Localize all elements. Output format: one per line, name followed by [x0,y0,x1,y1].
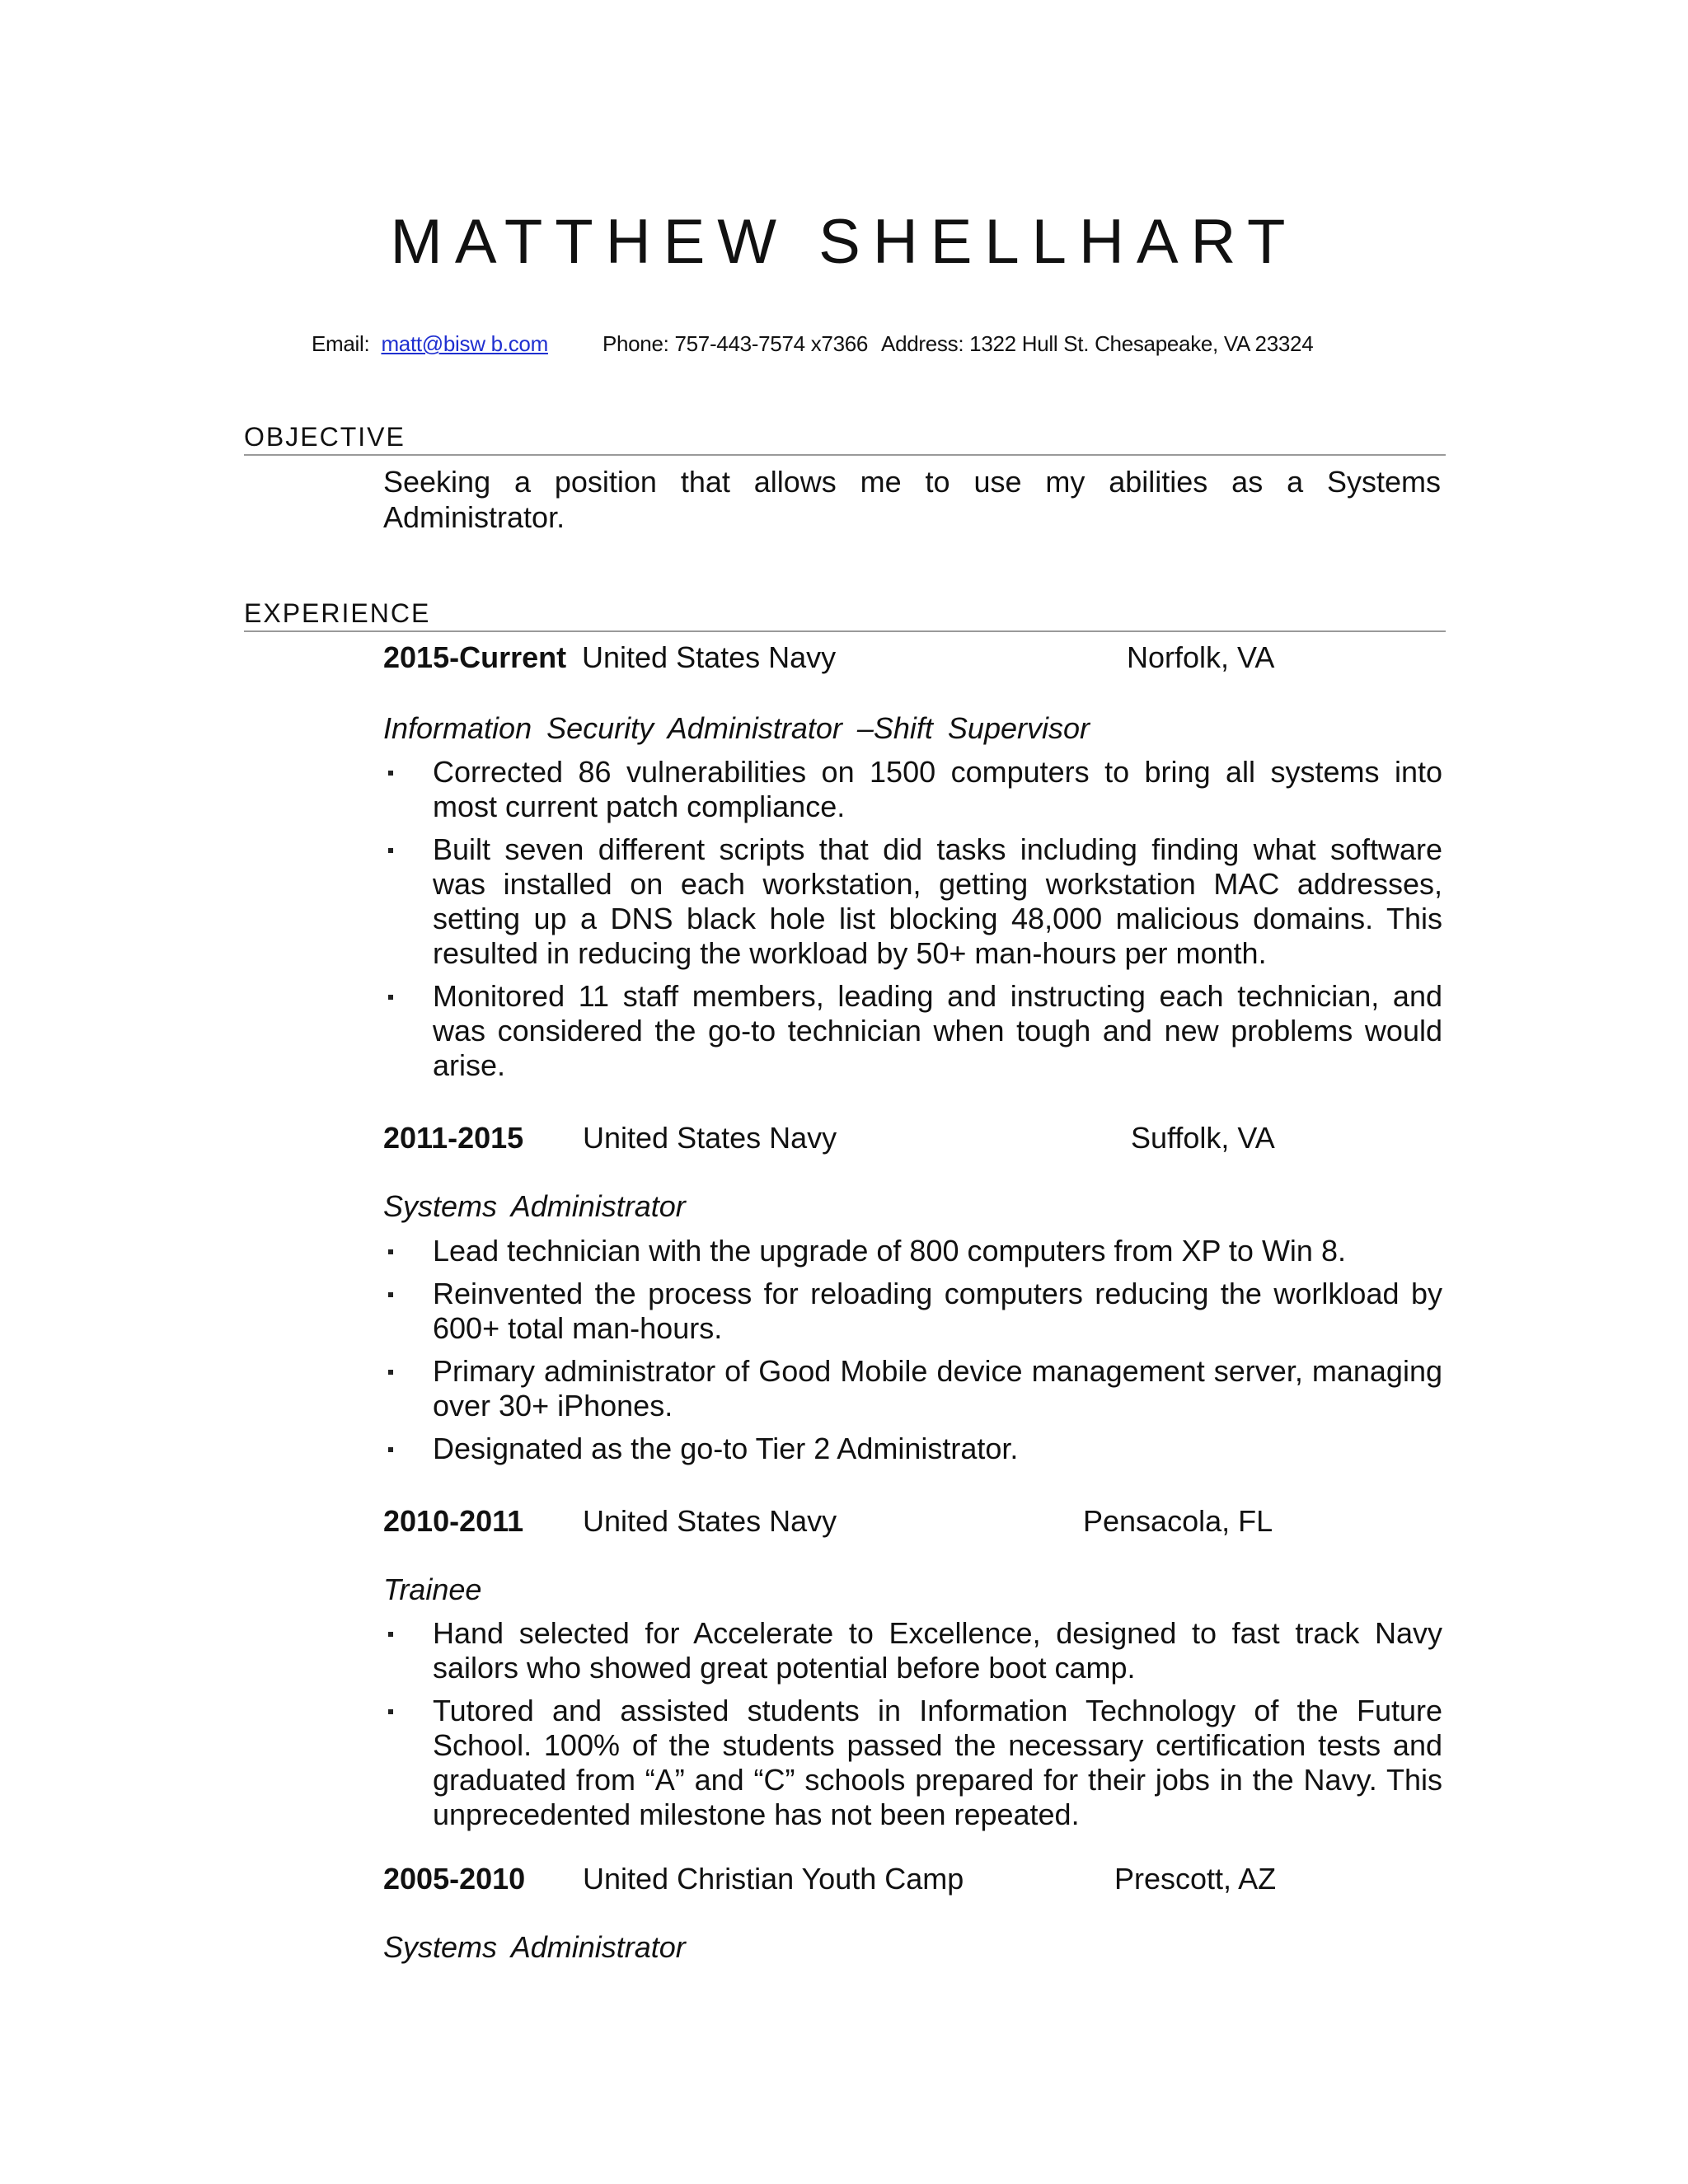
job-title: Systems Administrator [383,1189,686,1223]
mailing-address: Address: 1322 Hull St. Chesapeake, VA 23324 [881,331,1314,356]
job-header [383,1504,1455,1540]
objective-heading: OBJECTIVE [244,422,1446,456]
list-item: Hand selected for Accelerate to Excellence, designed to fast track Navy sailors who showed great potential before boot camp. [383,1616,1442,1685]
job-location: Norfolk, VA [1127,640,1275,674]
job-title: Trainee [383,1572,482,1606]
job-dates: 2005-2010 [383,1862,526,1896]
job-employer: United States Navy [583,1504,837,1538]
job-title: Information Security Administrator –Shift Supervisor [383,711,1090,745]
list-item: Primary administrator of Good Mobile device management server, managing over 30+ iPhones. [383,1354,1442,1423]
job-accomplishments [383,1616,1442,1840]
list-item: Tutored and assisted students in Information Technology of the Future School. 100% of the students passed the necessary certification tests and graduated from “A” and “C” schools prepared for their jobs in the Navy. This unprecedented milestone has not been repeated. [383,1694,1442,1832]
candidate-name: MATTHEW SHELLHART [390,207,1298,277]
list-item: Designated as the go-to Tier 2 Administrator. [383,1432,1442,1466]
job-employer: United Christian Youth Camp [583,1862,964,1896]
job-dates: 2015-Current [383,640,567,674]
job-location: Pensacola, FL [1083,1504,1273,1538]
list-item: Monitored 11 staff members, leading and instructing each technician, and was considered the go-to technician when tough and new problems would arise. [383,979,1442,1083]
list-item: Reinvented the process for reloading computers reducing the worlkload by 600+ total man-hours. [383,1277,1442,1346]
list-item: Corrected 86 vulnerabilities on 1500 computers to bring all systems into most current patch compliance. [383,755,1442,824]
experience-heading: EXPERIENCE [244,598,1446,632]
job-header [383,640,1455,677]
job-dates: 2010-2011 [383,1504,524,1538]
job-accomplishments [383,755,1442,1091]
list-item: Built seven different scripts that did tasks including finding what software was installed on each workstation, getting workstation MAC addresses, setting up a DNS black hole list blocking 48,000 malicious domains. This resulted in reducing the workload by 50+ man-hours per month. [383,832,1442,971]
list-item: Lead technician with the upgrade of 800 computers from XP to Win 8. [383,1234,1442,1268]
job-employer: United States Navy [582,640,837,674]
phone-number: Phone: 757-443-7574 x7366 [602,331,869,356]
job-header [383,1121,1455,1157]
job-location: Prescott, AZ [1114,1862,1277,1896]
email-link[interactable]: matt@bisw b.com [381,331,548,356]
job-employer: United States Navy [583,1121,837,1155]
job-dates: 2011-2015 [383,1121,524,1155]
job-accomplishments [383,1234,1442,1474]
contact-line [312,331,1313,357]
job-location: Suffolk, VA [1131,1121,1275,1155]
job-title: Systems Administrator [383,1930,686,1964]
job-header [383,1862,1455,1898]
email-label: Email: [312,331,370,356]
objective-text: Seeking a position that allows me to use my abilities as a Systems Administrator. [383,465,1441,534]
